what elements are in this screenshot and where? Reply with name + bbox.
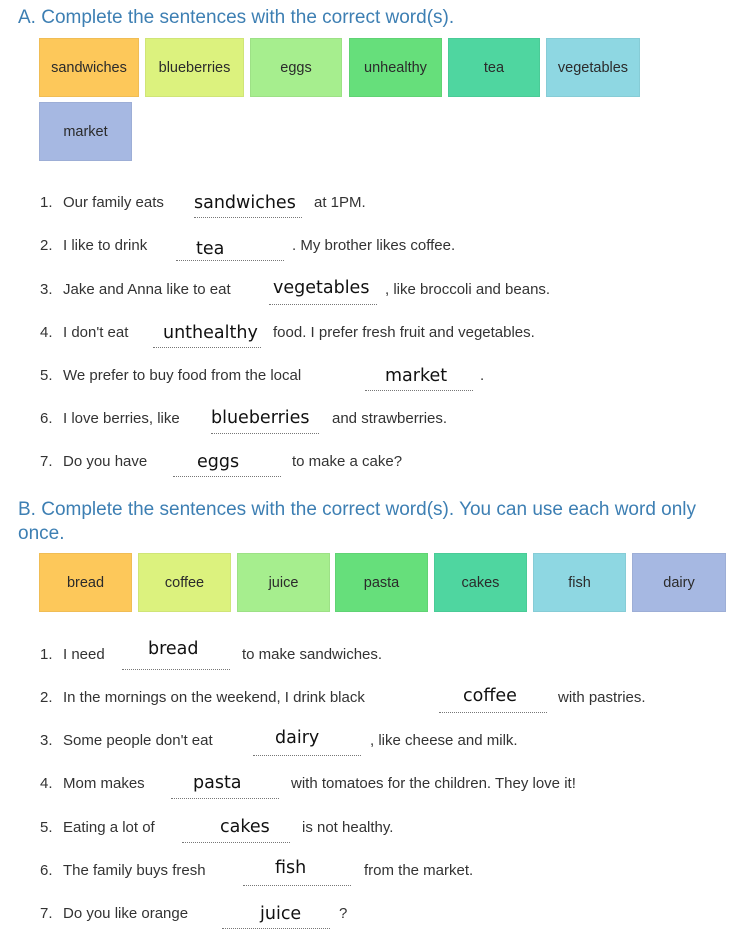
sentence-text-after: at 1PM. (314, 194, 366, 211)
handwritten-answer: sandwiches (194, 193, 296, 213)
handwritten-answer: unthealthy (163, 323, 258, 343)
answer-blank-line[interactable] (365, 390, 473, 391)
word-chip-market: market (39, 102, 132, 161)
handwritten-answer: vegetables (273, 278, 370, 298)
word-chip-sandwiches: sandwiches (39, 38, 139, 97)
word-chip-pasta: pasta (335, 553, 428, 612)
sentence-text-after: . (480, 367, 485, 384)
answer-blank-line[interactable] (222, 928, 330, 929)
word-chip-vegetables: vegetables (546, 38, 640, 97)
sentence-number: 3. (40, 281, 53, 298)
sentence-text-after: with tomatoes for the children. They love it! (291, 775, 576, 792)
answer-blank-line[interactable] (176, 260, 284, 261)
sentence-number: 6. (40, 862, 53, 879)
sentence-text-before: I need (63, 646, 105, 663)
sentence-number: 3. (40, 732, 53, 749)
section-b-heading: B. Complete the sentences with the correct word(s). You can use each word only once. (18, 499, 697, 544)
sentence-number: 1. (40, 194, 53, 211)
sentence-text-before: I don't eat (63, 324, 129, 341)
answer-blank-line[interactable] (173, 476, 281, 477)
sentence-number: 4. (40, 324, 53, 341)
handwritten-answer: market (385, 366, 448, 386)
sentence-text-before: Some people don't eat (63, 732, 213, 749)
sentence-text-after: food. I prefer fresh fruit and vegetables. (273, 324, 535, 341)
sentence-number: 5. (40, 819, 53, 836)
word-chip-unhealthy: unhealthy (349, 38, 442, 97)
handwritten-answer: cakes (220, 817, 270, 837)
handwritten-answer: coffee (463, 686, 517, 706)
sentence-text-before: The family buys fresh (63, 862, 206, 879)
sentence-number: 2. (40, 237, 53, 254)
handwritten-answer: tea (196, 239, 225, 259)
sentence-text-before: I like to drink (63, 237, 148, 254)
word-chip-eggs: eggs (250, 38, 342, 97)
word-chip-coffee: coffee (138, 553, 231, 612)
sentence-text-before: Mom makes (63, 775, 145, 792)
sentence-text-after: and strawberries. (332, 410, 448, 427)
answer-blank-line[interactable] (269, 304, 377, 305)
answer-blank-line[interactable] (153, 347, 261, 348)
sentence-text-after: to make sandwiches. (242, 646, 383, 663)
sentence-text-before: Eating a lot of (63, 819, 155, 836)
word-chip-blueberries: blueberries (145, 38, 244, 97)
answer-blank-line[interactable] (439, 712, 547, 713)
handwritten-answer: bread (148, 639, 199, 659)
sentence-text-after: ? (339, 905, 348, 922)
sentence-text-before: Jake and Anna like to eat (63, 281, 231, 298)
answer-blank-line[interactable] (171, 798, 279, 799)
sentence-text-after: . My brother likes coffee. (292, 237, 456, 254)
word-chip-juice: juice (237, 553, 330, 612)
handwritten-answer: blueberries (211, 408, 310, 428)
handwritten-answer: dairy (275, 728, 320, 748)
sentence-number: 4. (40, 775, 53, 792)
sentence-text-after: is not healthy. (302, 819, 394, 836)
answer-blank-line[interactable] (122, 669, 230, 670)
handwritten-answer: fish (275, 858, 307, 878)
sentence-number: 5. (40, 367, 53, 384)
answer-blank-line[interactable] (253, 755, 361, 756)
handwritten-answer: juice (260, 904, 302, 924)
handwritten-answer: eggs (197, 452, 240, 472)
sentence-text-after: , like cheese and milk. (370, 732, 518, 749)
sentence-number: 1. (40, 646, 53, 663)
answer-blank-line[interactable] (243, 885, 351, 886)
sentence-text-after: from the market. (364, 862, 474, 879)
sentence-number: 7. (40, 453, 53, 470)
sentence-text-before: Do you have (63, 453, 148, 470)
sentence-text-after: to make a cake? (292, 453, 403, 470)
answer-blank-line[interactable] (182, 842, 290, 843)
sentence-text-after: , like broccoli and beans. (385, 281, 551, 298)
answer-blank-line[interactable] (194, 217, 302, 218)
word-chip-bread: bread (39, 553, 132, 612)
answer-blank-line[interactable] (211, 433, 319, 434)
handwritten-answer: pasta (193, 773, 242, 793)
sentence-number: 2. (40, 689, 53, 706)
word-chip-cakes: cakes (434, 553, 527, 612)
sentence-text-before: We prefer to buy food from the local (63, 367, 302, 384)
sentence-text-before: Our family eats (63, 194, 164, 211)
sentence-number: 7. (40, 905, 53, 922)
sentence-text-before: In the mornings on the weekend, I drink black (63, 689, 365, 706)
word-chip-dairy: dairy (632, 553, 726, 612)
word-chip-tea: tea (448, 38, 540, 97)
sentence-number: 6. (40, 410, 53, 427)
sentence-text-before: Do you like orange (63, 905, 189, 922)
word-chip-fish: fish (533, 553, 626, 612)
sentence-text-after: with pastries. (558, 689, 646, 706)
section-a-heading: A. Complete the sentences with the correct word(s). (18, 7, 455, 28)
sentence-text-before: I love berries, like (63, 410, 180, 427)
